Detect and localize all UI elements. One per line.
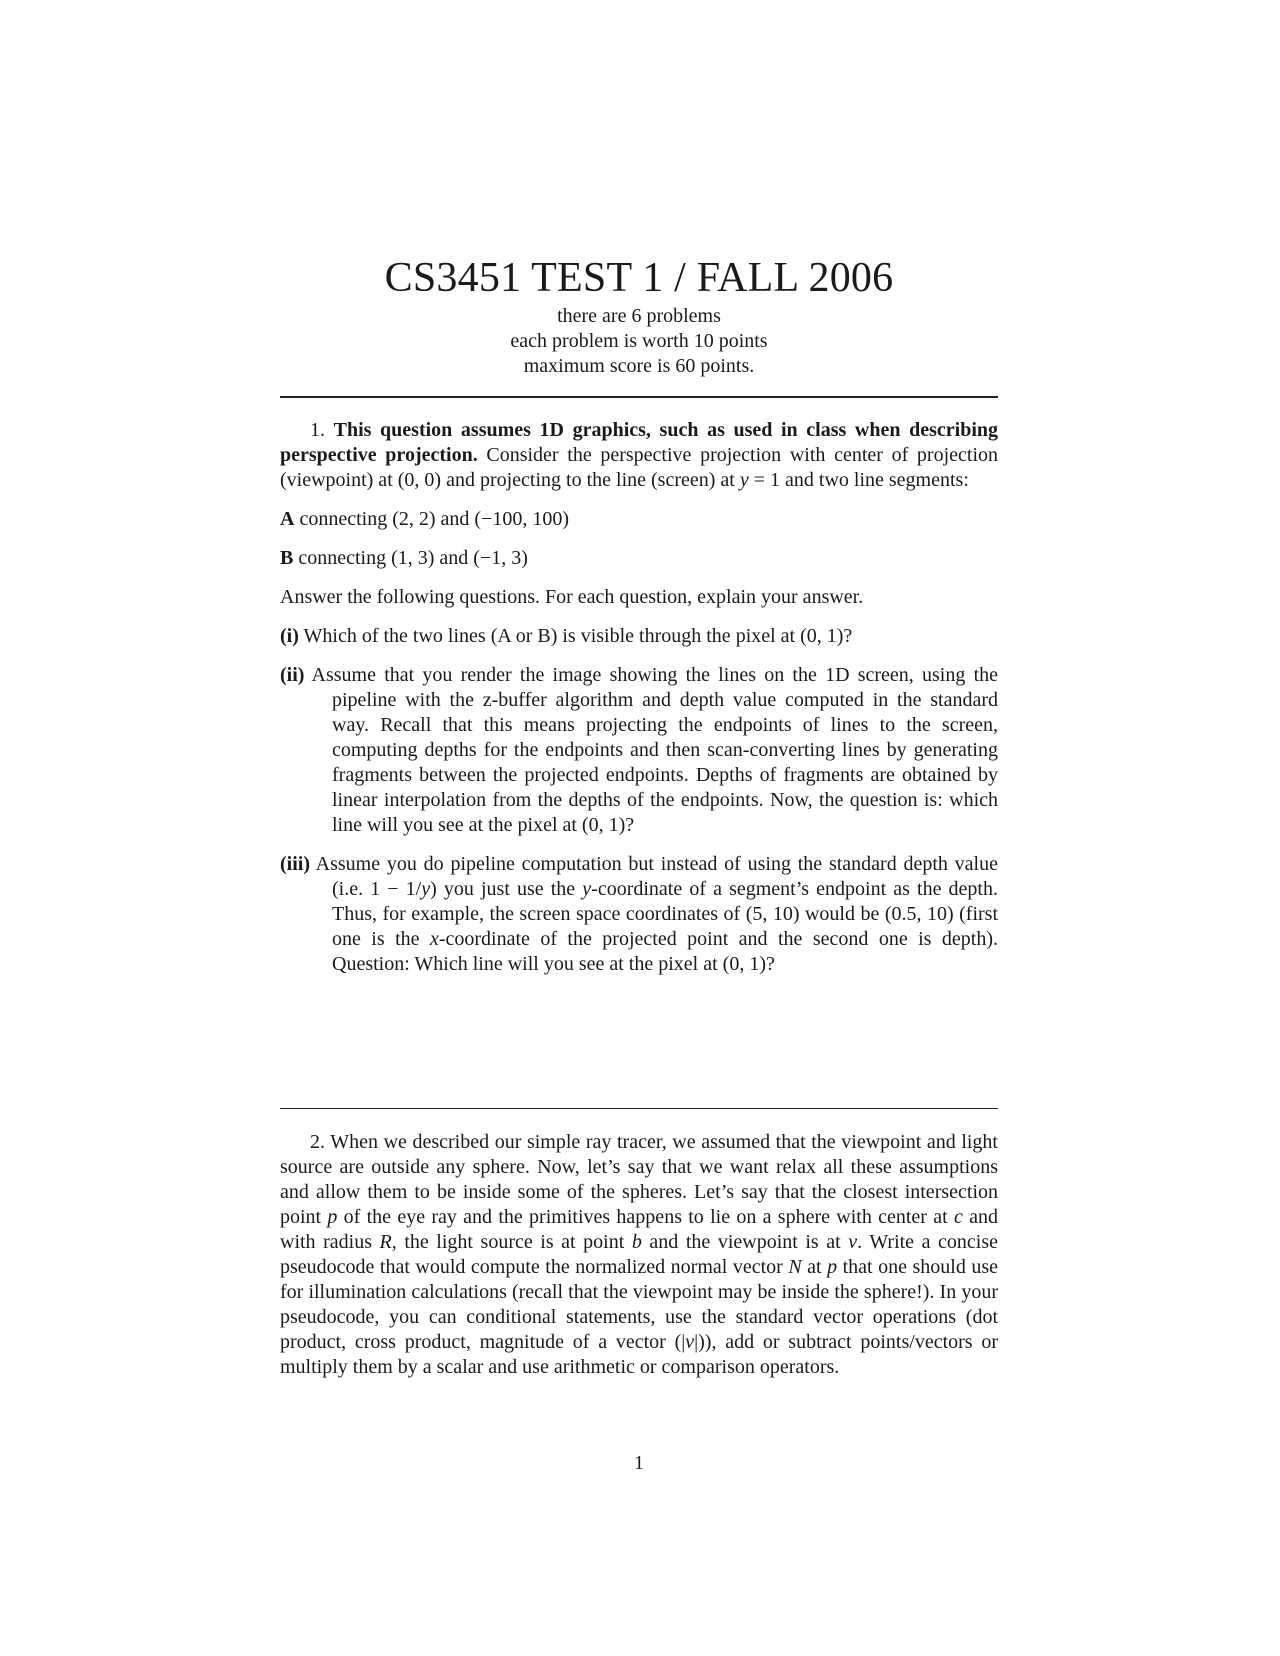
var-c: c <box>953 1206 963 1228</box>
question-iii-label: (iii) <box>280 853 310 875</box>
question-ii <box>280 663 998 838</box>
problem-2-seg-6: . Write a concise pseudocode that would compute the normalized normal vector <box>280 1231 999 1278</box>
segment-a-label: A <box>280 508 295 530</box>
page-number: 1 <box>634 1452 644 1474</box>
question-i-label: (i) <box>280 625 299 647</box>
var-y: y <box>739 469 749 491</box>
problem-2-seg-9: |)), add or subtract points/vectors or multiply them by a scalar and use arithmetic or comparison operators. <box>280 1331 999 1378</box>
problem-1-lead-end: = 1 and two line segments: <box>748 469 969 491</box>
header-line-points: each problem is worth 10 points <box>510 330 768 352</box>
var-b: b <box>631 1231 642 1253</box>
var-v: v <box>685 1331 695 1353</box>
problem-2 <box>280 1130 998 1380</box>
question-iii-text-a: Assume you do pipeline computation but instead of using the standard depth value (i.e. 1 − 1/ <box>310 853 998 900</box>
instruction: Answer the following questions. For each question, explain your answer. <box>280 586 864 608</box>
problem-1 <box>280 418 998 977</box>
segment-a-text: connecting (2, 2) and (−100, 100) <box>294 508 569 530</box>
question-i-text: Which of the two lines (A or B) is visible through the pixel at (0, 1)? <box>298 625 853 647</box>
segment-b <box>280 546 998 571</box>
segment-b-label: B <box>280 547 294 569</box>
var-p: p <box>327 1206 338 1228</box>
problem-1-lead-rest: Consider the perspective projection with center of projection (viewpoint) at (0, 0) and projecting to the line (screen) at <box>280 444 998 491</box>
question-ii-text: Assume that you render the image showing the lines on the 1D screen, using the pipeline with the z-buffer algorithm and depth value computed in the standard way. Recall that this means projecting the endpoints of lines to the screen, computing depths for the endpoints and then scan-converting lines by generating fragments between the projected endpoints. Depths of fragments are obtained by linear interpolation from the depths of the endpoints. Now, the question is: which line will you see at the pixel at (0, 1)? <box>304 664 998 836</box>
problem-1-lead-bold: This question assumes 1D graphics, such as used in class when describing perspective projection. <box>280 419 998 466</box>
segment-b-text: connecting (1, 3) and (−1, 3) <box>293 547 528 569</box>
var-p: p <box>827 1256 838 1278</box>
question-iii-text-c: -coordinate of a segment’s endpoint as the depth. Thus, for example, the screen space coordinates of (5, 10) would be (0.5, 10) (first one is the <box>332 878 998 950</box>
problem-2-text <box>280 1130 998 1380</box>
exam-header <box>280 252 998 379</box>
divider-middle <box>280 1108 998 1109</box>
problem-1-number: 1. <box>310 419 325 441</box>
var-y: y <box>421 878 431 900</box>
problem-2-seg-8: that one should use for illumination calculations (recall that the viewpoint may be inside the sphere!). In your pseudocode, you can conditional statements, use the standard vector operations (dot product, cross product, magnitude of a vector (| <box>280 1256 999 1353</box>
problem-2-seg-4: , the light source is at point <box>391 1231 632 1253</box>
problem-2-number: 2. <box>310 1131 325 1153</box>
problem-2-seg-1: When we described our simple ray tracer, we assumed that the viewpoint and light source are outside any sphere. Now, let’s say that we want relax all these assumptions and allow them to be inside some of the spheres. Let’s say that the closest intersection point <box>280 1131 998 1228</box>
question-iii <box>280 852 998 977</box>
question-iii-text-d: -coordinate of the projected point and the second one is depth). Question: Which line will you see at the pixel at (0, 1)? <box>332 928 998 975</box>
problem-1-intro <box>280 418 998 493</box>
var-v: v <box>848 1231 858 1253</box>
problem-2-seg-7: at <box>801 1256 828 1278</box>
exam-page <box>280 0 998 1656</box>
header-line-max-score: maximum score is 60 points. <box>523 355 755 377</box>
segment-a <box>280 507 998 532</box>
question-iii-text-b: ) you just use the <box>430 878 583 900</box>
var-n: N <box>788 1256 802 1278</box>
problem-2-seg-5: and the viewpoint is at <box>641 1231 849 1253</box>
problem-2-seg-3: and with radius <box>280 1206 998 1253</box>
var-y: y <box>582 878 592 900</box>
header-line-problems: there are 6 problems <box>557 305 721 327</box>
question-i <box>280 624 998 649</box>
question-ii-label: (ii) <box>280 664 305 686</box>
var-x: x <box>429 928 439 950</box>
problem-2-seg-2: of the eye ray and the primitives happens to lie on a sphere with center at <box>337 1206 954 1228</box>
exam-title: CS3451 TEST 1 / FALL 2006 <box>384 255 894 301</box>
divider-top <box>280 396 998 398</box>
var-r: R <box>379 1231 392 1253</box>
